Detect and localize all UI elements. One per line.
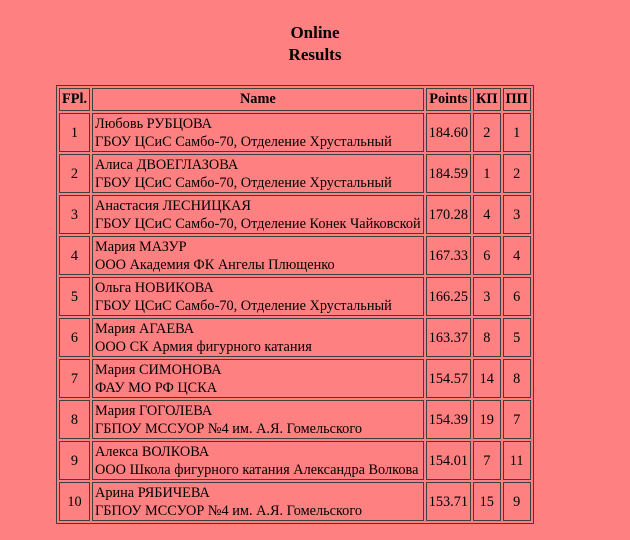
points-cell: 166.25 xyxy=(426,277,471,316)
col-header-fpl: FPl. xyxy=(59,88,90,111)
table-row xyxy=(59,359,531,398)
kp-cell: 2 xyxy=(473,113,501,152)
name-cell xyxy=(92,359,424,398)
skater-name: Мария ГОГОЛЕВА xyxy=(95,402,213,419)
name-cell xyxy=(92,400,424,439)
pp-cell: 3 xyxy=(503,195,531,234)
name-cell xyxy=(92,113,424,152)
place-cell: 9 xyxy=(59,441,90,480)
table-row xyxy=(59,195,531,234)
title-online: Online xyxy=(290,23,340,42)
name-cell xyxy=(92,482,424,521)
skater-name: Алиса ДВОЕГЛАЗОВА xyxy=(95,156,239,173)
table-row xyxy=(59,277,531,316)
skater-name: Ольга НОВИКОВА xyxy=(95,279,214,296)
skater-name: Мария МАЗУР xyxy=(95,238,187,255)
name-cell xyxy=(92,195,424,234)
club-name: ООО СК Армия фигурного катания xyxy=(95,338,312,355)
name-cell xyxy=(92,154,424,193)
points-cell: 153.71 xyxy=(426,482,471,521)
title-results: Results xyxy=(288,45,342,64)
skater-name: Анастасия ЛЕСНИЦКАЯ xyxy=(95,197,251,214)
kp-cell: 4 xyxy=(473,195,501,234)
table-row xyxy=(59,441,531,480)
points-cell: 170.28 xyxy=(426,195,471,234)
table-row xyxy=(59,318,531,357)
points-cell: 184.60 xyxy=(426,113,471,152)
club-name: ГБОУ ЦСиС Самбо-70, Отделение Хрустальный xyxy=(95,174,392,191)
club-name: ООО Академия ФК Ангелы Плющенко xyxy=(95,256,335,273)
points-cell: 184.59 xyxy=(426,154,471,193)
kp-cell: 15 xyxy=(473,482,501,521)
pp-cell: 7 xyxy=(503,400,531,439)
kp-cell: 7 xyxy=(473,441,501,480)
place-cell: 6 xyxy=(59,318,90,357)
pp-cell: 8 xyxy=(503,359,531,398)
club-name: ГБОУ ЦСиС Самбо-70, Отделение Хрустальный xyxy=(95,133,392,150)
name-cell xyxy=(92,277,424,316)
name-cell xyxy=(92,441,424,480)
col-header-pp: ПП xyxy=(503,88,531,111)
col-header-name: Name xyxy=(92,88,424,111)
points-cell: 163.37 xyxy=(426,318,471,357)
points-cell: 154.57 xyxy=(426,359,471,398)
place-cell: 10 xyxy=(59,482,90,521)
place-cell: 4 xyxy=(59,236,90,275)
col-header-points: Points xyxy=(426,88,471,111)
pp-cell: 4 xyxy=(503,236,531,275)
pp-cell: 5 xyxy=(503,318,531,357)
kp-cell: 6 xyxy=(473,236,501,275)
club-name: ГБПОУ МССУОР №4 им. А.Я. Гомельского xyxy=(95,502,362,519)
place-cell: 5 xyxy=(59,277,90,316)
place-cell: 3 xyxy=(59,195,90,234)
table-row xyxy=(59,400,531,439)
place-cell: 7 xyxy=(59,359,90,398)
pp-cell: 11 xyxy=(503,441,531,480)
pp-cell: 9 xyxy=(503,482,531,521)
pp-cell: 2 xyxy=(503,154,531,193)
name-cell xyxy=(92,318,424,357)
results-table xyxy=(56,85,534,524)
club-name: ГБОУ ЦСиС Самбо-70, Отделение Конек Чайковской xyxy=(95,215,421,232)
club-name: ФАУ МО РФ ЦСКА xyxy=(95,379,218,396)
skater-name: Любовь РУБЦОВА xyxy=(95,115,213,132)
table-row xyxy=(59,236,531,275)
club-name: ГБПОУ МССУОР №4 им. А.Я. Гомельского xyxy=(95,420,362,437)
points-cell: 167.33 xyxy=(426,236,471,275)
kp-cell: 3 xyxy=(473,277,501,316)
pp-cell: 1 xyxy=(503,113,531,152)
points-cell: 154.01 xyxy=(426,441,471,480)
page-title xyxy=(0,22,630,66)
kp-cell: 14 xyxy=(473,359,501,398)
table-row xyxy=(59,113,531,152)
points-cell: 154.39 xyxy=(426,400,471,439)
club-name: ООО Школа фигурного катания Александра Волкова xyxy=(95,461,419,478)
place-cell: 8 xyxy=(59,400,90,439)
kp-cell: 1 xyxy=(473,154,501,193)
place-cell: 1 xyxy=(59,113,90,152)
kp-cell: 8 xyxy=(473,318,501,357)
name-cell xyxy=(92,236,424,275)
skater-name: Мария АГАЕВА xyxy=(95,320,195,337)
col-header-kp: КП xyxy=(473,88,501,111)
skater-name: Алекса ВОЛКОВА xyxy=(95,443,210,460)
skater-name: Мария СИМОНОВА xyxy=(95,361,222,378)
kp-cell: 19 xyxy=(473,400,501,439)
pp-cell: 6 xyxy=(503,277,531,316)
club-name: ГБОУ ЦСиС Самбо-70, Отделение Хрустальный xyxy=(95,297,392,314)
table-row xyxy=(59,482,531,521)
header-row xyxy=(59,88,531,111)
table-row xyxy=(59,154,531,193)
skater-name: Арина РЯБИЧЕВА xyxy=(95,484,210,501)
place-cell: 2 xyxy=(59,154,90,193)
